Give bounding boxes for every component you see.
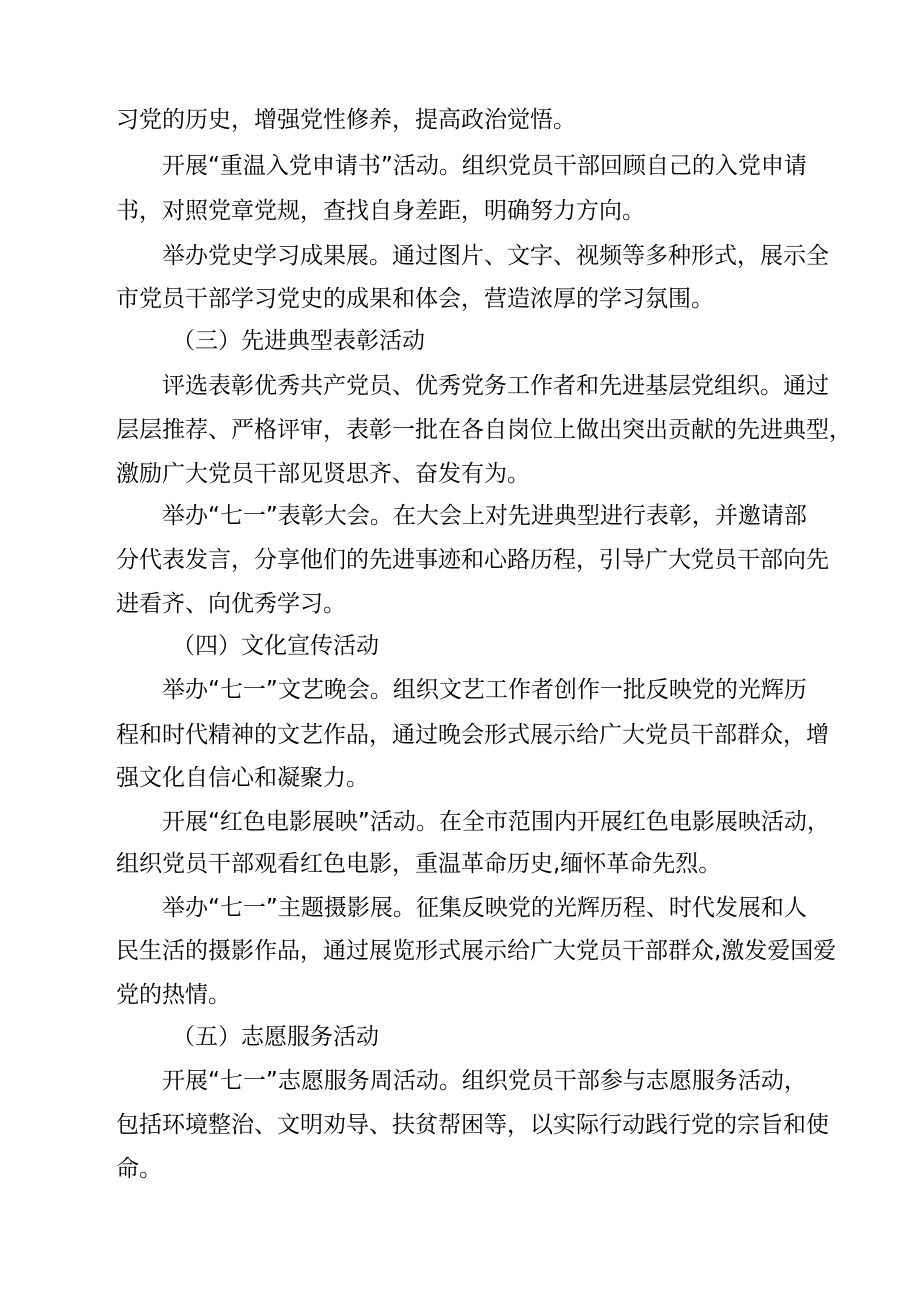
text-line-17: 开展“红色电影展映”活动。在全市范围内开展红色电影展映活动，: [162, 809, 830, 835]
text-line-9: 激励广大党员干部见贤思齐、奋发有为。: [116, 461, 530, 487]
section-heading-three: （三）先进典型表彰活动: [172, 328, 425, 354]
text-line-2: 开展“重温入党申请书”活动。组织党员干部回顾自己的入党申请: [162, 153, 807, 179]
text-line-21: 党的热情。: [116, 982, 231, 1008]
text-line-8: 层层推荐、严格评审，表彰一批在各自岗位上做出突出贡献的先进典型，: [116, 417, 852, 443]
text-line-18: 组织党员干部观看红色电影，重温革命历史,缅怀革命先烈。: [116, 851, 722, 877]
text-line-5: 市党员干部学习党史的成果和体会，营造浓厚的学习氛围。: [116, 286, 714, 312]
text-line-25: 命。: [116, 1156, 162, 1182]
text-line-7: 评选表彰优秀共产党员、优秀党务工作者和先进基层党组织。通过: [162, 373, 829, 399]
text-line-3: 书，对照党章党规，查找自身差距，明确努力方向。: [116, 198, 645, 224]
text-line-10: 举办“七一”表彰大会。在大会上对先进典型进行表彰，并邀请部: [162, 503, 807, 529]
section-heading-five: （五）志愿服务活动: [172, 1024, 379, 1050]
text-line-24: 包括环境整治、文明劝导、扶贫帮困等，以实际行动践行党的宗旨和使: [116, 1112, 829, 1138]
section-heading-four: （四）文化宣传活动: [172, 633, 379, 659]
text-line-14: 举办“七一”文艺晚会。组织文艺工作者创作一批反映党的光辉历: [162, 677, 807, 703]
text-line-20: 民生活的摄影作品，通过展览形式展示给广大党员干部群众,激发爱国爱: [116, 938, 837, 964]
text-line-23: 开展“七一”志愿服务周活动。组织党员干部参与志愿服务活动，: [162, 1068, 807, 1094]
text-line-4: 举办党史学习成果展。通过图片、文字、视频等多种形式，展示全: [162, 243, 829, 269]
text-line-1: 习党的历史，增强党性修养，提高政治觉悟。: [116, 107, 576, 133]
text-line-15: 程和时代精神的文艺作品，通过晚会形式展示给广大党员干部群众，增: [116, 722, 829, 748]
text-line-12: 进看齐、向优秀学习。: [116, 591, 346, 617]
text-line-16: 强文化自信心和凝聚力。: [116, 765, 369, 791]
text-line-19: 举办“七一”主题摄影展。征集反映党的光辉历程、时代发展和人: [162, 895, 807, 921]
text-line-11: 分代表发言，分享他们的先进事迹和心路历程，引导广大党员干部向先: [116, 547, 829, 573]
